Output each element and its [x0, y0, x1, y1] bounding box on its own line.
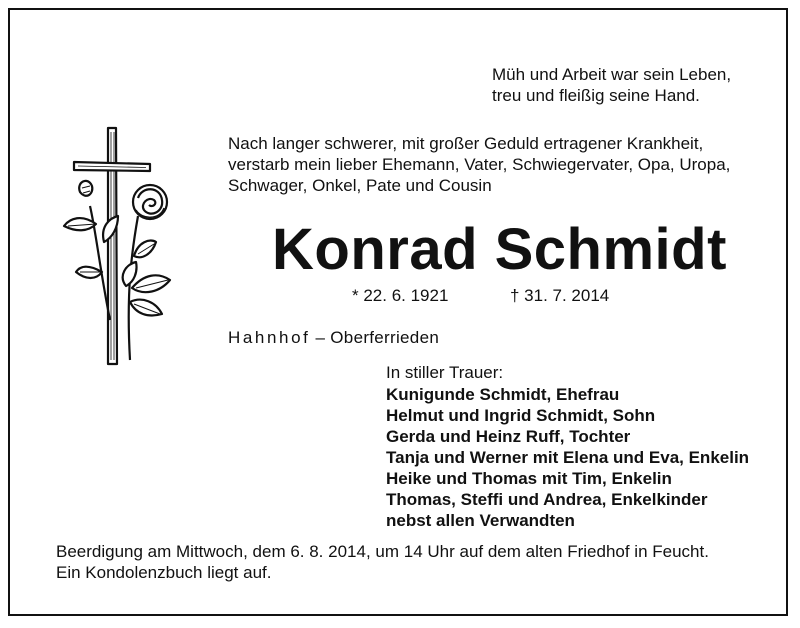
- family-member: Heike und Thomas mit Tim, Enkelin: [386, 469, 672, 488]
- intro-line: Schwager, Onkel, Pate und Cousin: [228, 176, 492, 195]
- deceased-name: Konrad Schmidt: [272, 217, 727, 282]
- motto-line: Müh und Arbeit war sein Leben,: [492, 65, 732, 84]
- funeral-line: Beerdigung am Mittwoch, dem 6. 8. 2014, um 14 Uhr auf dem alten Friedhof in Feucht.: [56, 542, 709, 561]
- obituary-notice: [8, 8, 788, 616]
- death-date: † 31. 7. 2014: [510, 286, 610, 305]
- birth-date: * 22. 6. 1921: [352, 286, 449, 305]
- family-member: Helmut und Ingrid Schmidt, Sohn: [386, 406, 656, 425]
- place-hahnhof: Hahnhof: [228, 328, 311, 347]
- place-oberferrieden: – Oberferrieden: [310, 328, 440, 347]
- family-member: Thomas, Steffi und Andrea, Enkelkinder: [386, 490, 708, 509]
- funeral-info: [56, 541, 709, 583]
- cross-with-rose-icon: [52, 120, 182, 370]
- mourning-heading: In stiller Trauer:: [386, 363, 504, 382]
- motto-line: treu und fleißig seine Hand.: [492, 86, 700, 105]
- family-member: Tanja und Werner mit Elena und Eva, Enkelin: [386, 448, 750, 467]
- family-member: Kunigunde Schmidt, Ehefrau: [386, 385, 620, 404]
- intro-line: Nach langer schwerer, mit großer Geduld ertragener Krankheit,: [228, 134, 704, 153]
- place-names: [228, 327, 439, 348]
- funeral-line: Ein Kondolenzbuch liegt auf.: [56, 563, 272, 582]
- death-announcement-text: [228, 133, 730, 196]
- family-member: nebst allen Verwandten: [386, 511, 575, 530]
- family-list: [386, 384, 749, 531]
- motto-text: [492, 64, 731, 106]
- intro-line: verstarb mein lieber Ehemann, Vater, Schwiegervater, Opa, Uropa,: [228, 155, 731, 174]
- family-member: Gerda und Heinz Ruff, Tochter: [386, 427, 631, 446]
